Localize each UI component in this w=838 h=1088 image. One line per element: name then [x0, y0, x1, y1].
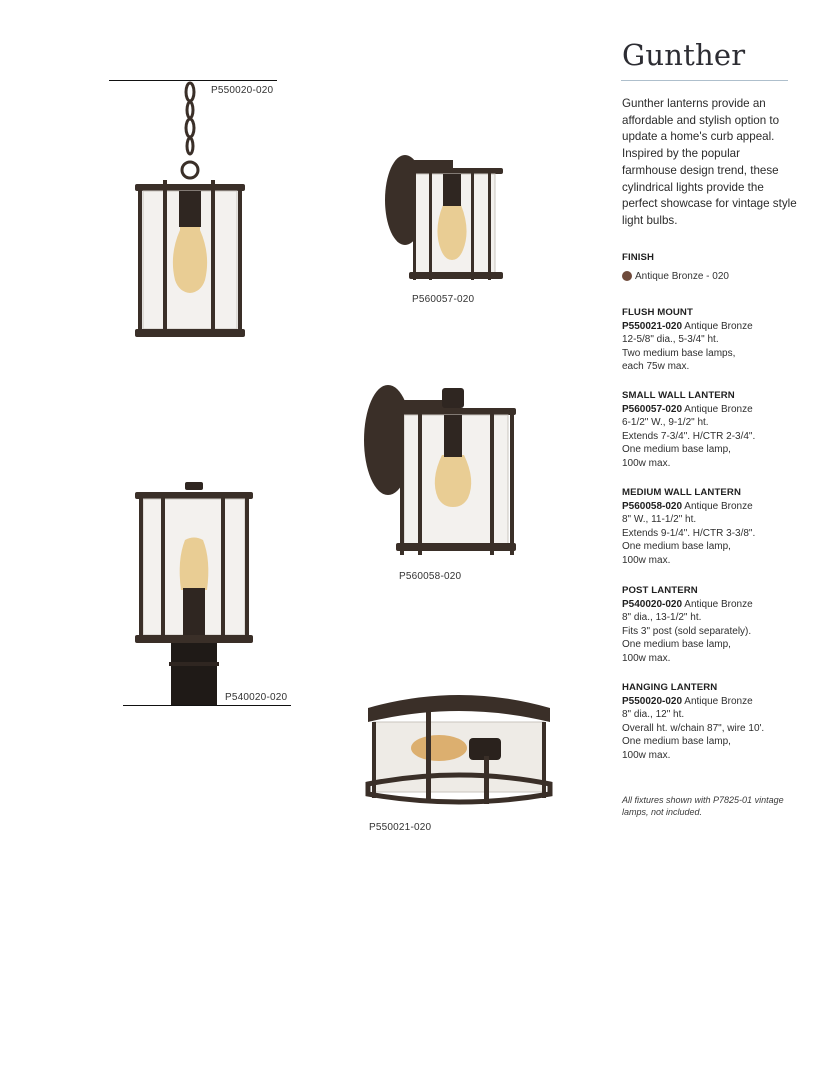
spec-line: One medium base lamp, — [622, 444, 731, 456]
spec-line: 100w max. — [622, 749, 671, 761]
spec-heading: MEDIUM WALL LANTERN — [622, 487, 741, 498]
spec-finish: Antique Bronze — [684, 598, 753, 610]
spec-line: 100w max. — [622, 554, 671, 566]
post-bottom-rule — [123, 705, 291, 706]
intro-paragraph: Gunther lanterns provide an affordable and stylish option to update a home's curb appeal. Inspired by the popular farmhouse design trend, these cylindrical lights provide the perfect showcase for vintage style light bulbs. — [622, 97, 797, 227]
flush-mount-image — [364, 686, 554, 811]
spec-sku: P550021-020 — [622, 320, 683, 332]
spec-line: 100w max. — [622, 652, 671, 664]
spec-sku: P550020-020 — [622, 695, 683, 707]
spec-line: Two medium base lamps, — [622, 347, 736, 359]
spec-finish: Antique Bronze — [684, 695, 753, 707]
spec-line: 6-1/2" W., 9-1/2" ht. — [622, 417, 709, 429]
spec-line: Overall ht. w/chain 87", wire 10'. — [622, 722, 765, 734]
finish-section — [622, 251, 802, 283]
flush-mount-sku-label: P550021-020 — [369, 822, 432, 833]
title-divider — [621, 80, 788, 81]
spec-heading: SMALL WALL LANTERN — [622, 390, 735, 401]
medium-wall-lantern-sku-label: P560058-020 — [399, 571, 462, 582]
spec-line: 8" dia., 13-1/2" ht. — [622, 612, 702, 624]
post-lantern-sku-label: P540020-020 — [225, 692, 288, 703]
spec-line: 8" dia., 12" ht. — [622, 709, 685, 721]
spec-post-lantern — [622, 584, 802, 665]
hanging-lantern-sku-label: P550020-020 — [211, 85, 274, 96]
spec-finish: Antique Bronze — [684, 320, 753, 332]
finish-heading: FINISH — [622, 252, 655, 263]
small-wall-lantern-sku-label: P560057-020 — [412, 294, 475, 305]
spec-line: 12-5/8" dia., 5-3/4" ht. — [622, 334, 719, 346]
spec-medium-wall-lantern — [622, 486, 802, 567]
spec-sku: P560058-020 — [622, 500, 683, 512]
spec-finish: Antique Bronze — [684, 500, 753, 512]
spec-line: 100w max. — [622, 457, 671, 469]
spec-line: Extends 7-3/4". H/CTR 2-3/4". — [622, 430, 756, 442]
spec-line: each 75w max. — [622, 361, 690, 373]
small-wall-lantern-image — [383, 150, 503, 290]
post-lantern-image — [133, 480, 255, 705]
hanging-lantern-image — [125, 80, 255, 350]
finish-option-label: Antique Bronze - 020 — [635, 270, 729, 282]
spec-heading: FLUSH MOUNT — [622, 307, 693, 318]
spec-line: One medium base lamp, — [622, 639, 731, 651]
spec-line: 8" W., 11-1/2" ht. — [622, 514, 697, 526]
page-title: Gunther — [622, 38, 746, 72]
medium-wall-lantern-image — [362, 380, 522, 560]
lamps-note: All fixtures shown with P7825-01 vintage lamps, not included. — [622, 795, 784, 817]
spec-heading: HANGING LANTERN — [622, 682, 718, 693]
spec-small-wall-lantern — [622, 389, 802, 470]
spec-sku: P540020-020 — [622, 598, 683, 610]
spec-line: Extends 9-1/4". H/CTR 3-3/8". — [622, 527, 756, 539]
spec-hanging-lantern — [622, 681, 802, 762]
spec-line: One medium base lamp, — [622, 541, 731, 553]
spec-heading: POST LANTERN — [622, 585, 698, 596]
spec-flush-mount — [622, 306, 802, 374]
finish-option — [622, 270, 802, 283]
spec-line: Fits 3" post (sold separately). — [622, 625, 752, 637]
spec-line: One medium base lamp, — [622, 736, 731, 748]
spec-finish: Antique Bronze — [684, 403, 753, 415]
finish-swatch-icon — [622, 271, 632, 281]
spec-sku: P560057-020 — [622, 403, 683, 415]
